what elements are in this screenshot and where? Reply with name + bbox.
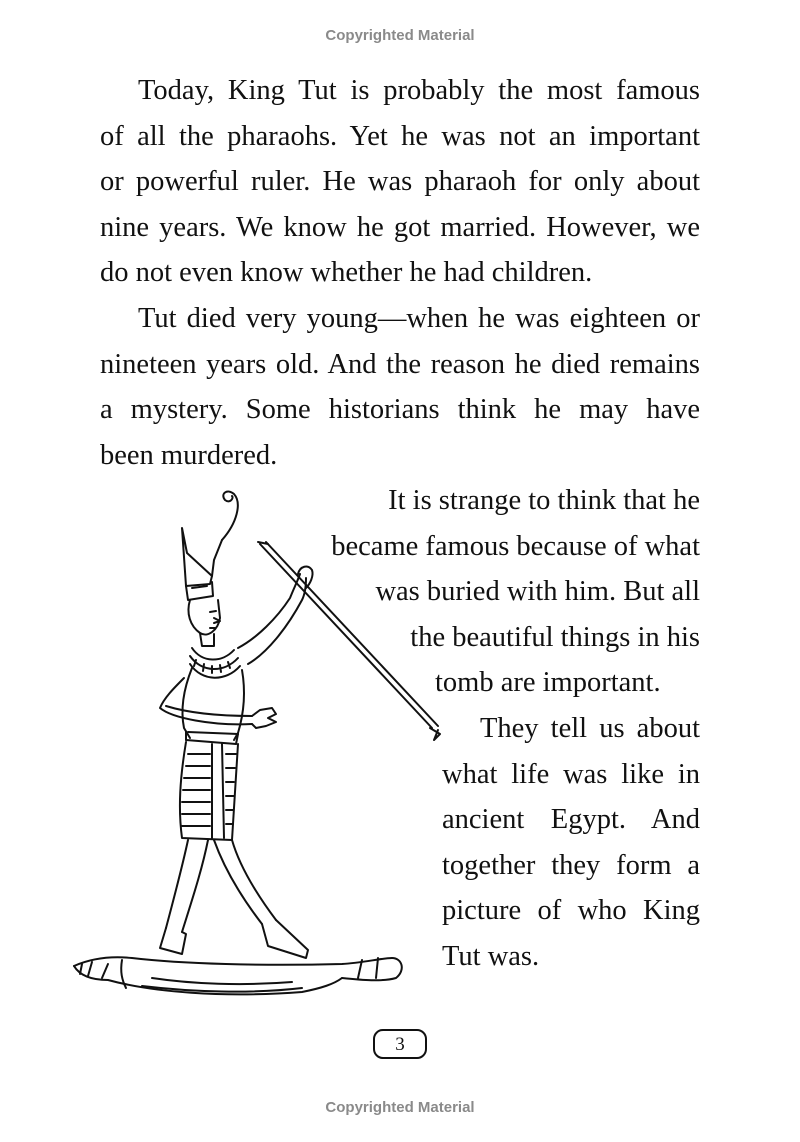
copyright-watermark-top: Copyrighted Material <box>325 27 475 44</box>
text-line: They tell us about <box>480 713 700 744</box>
paragraph-1 <box>100 68 700 296</box>
text-line: It is strange to think that he <box>388 485 700 516</box>
text-line: been murdered. <box>100 439 278 471</box>
text-line: together they form a <box>442 849 700 881</box>
text-line: nineteen years old. And the reason he died remains <box>100 348 700 380</box>
paragraph-4 <box>442 706 700 979</box>
text-line: picture of who King <box>442 895 700 926</box>
text-line: tomb are important. <box>435 667 661 698</box>
text-line: or powerful ruler. He was pharaoh for only about <box>100 166 700 197</box>
text-line: nine years. We know he got married. However, we <box>100 211 700 243</box>
text-line: of all the pharaohs. Yet he was not an important <box>100 120 700 152</box>
text-line: became famous because of what <box>331 530 700 562</box>
text-line: the beautiful things in his <box>410 621 700 653</box>
text-line: do not even know whether he had children. <box>100 257 593 288</box>
king-tut-statue-illustration <box>62 488 452 1008</box>
copyright-watermark-bottom: Copyrighted Material <box>325 1099 475 1116</box>
text-line: a mystery. Some historians think he may have <box>100 394 700 425</box>
text-line: was buried with him. But all <box>375 576 700 607</box>
text-line: what life was like in <box>442 758 700 790</box>
text-line: Today, King Tut is probably the most famous <box>138 75 700 106</box>
paragraph-2 <box>100 296 700 478</box>
text-line: Tut was. <box>442 940 540 972</box>
page-number: 3 <box>373 1029 427 1059</box>
text-line: ancient Egypt. And <box>442 804 700 835</box>
text-line: Tut died very young—when he was eighteen or <box>138 303 700 334</box>
